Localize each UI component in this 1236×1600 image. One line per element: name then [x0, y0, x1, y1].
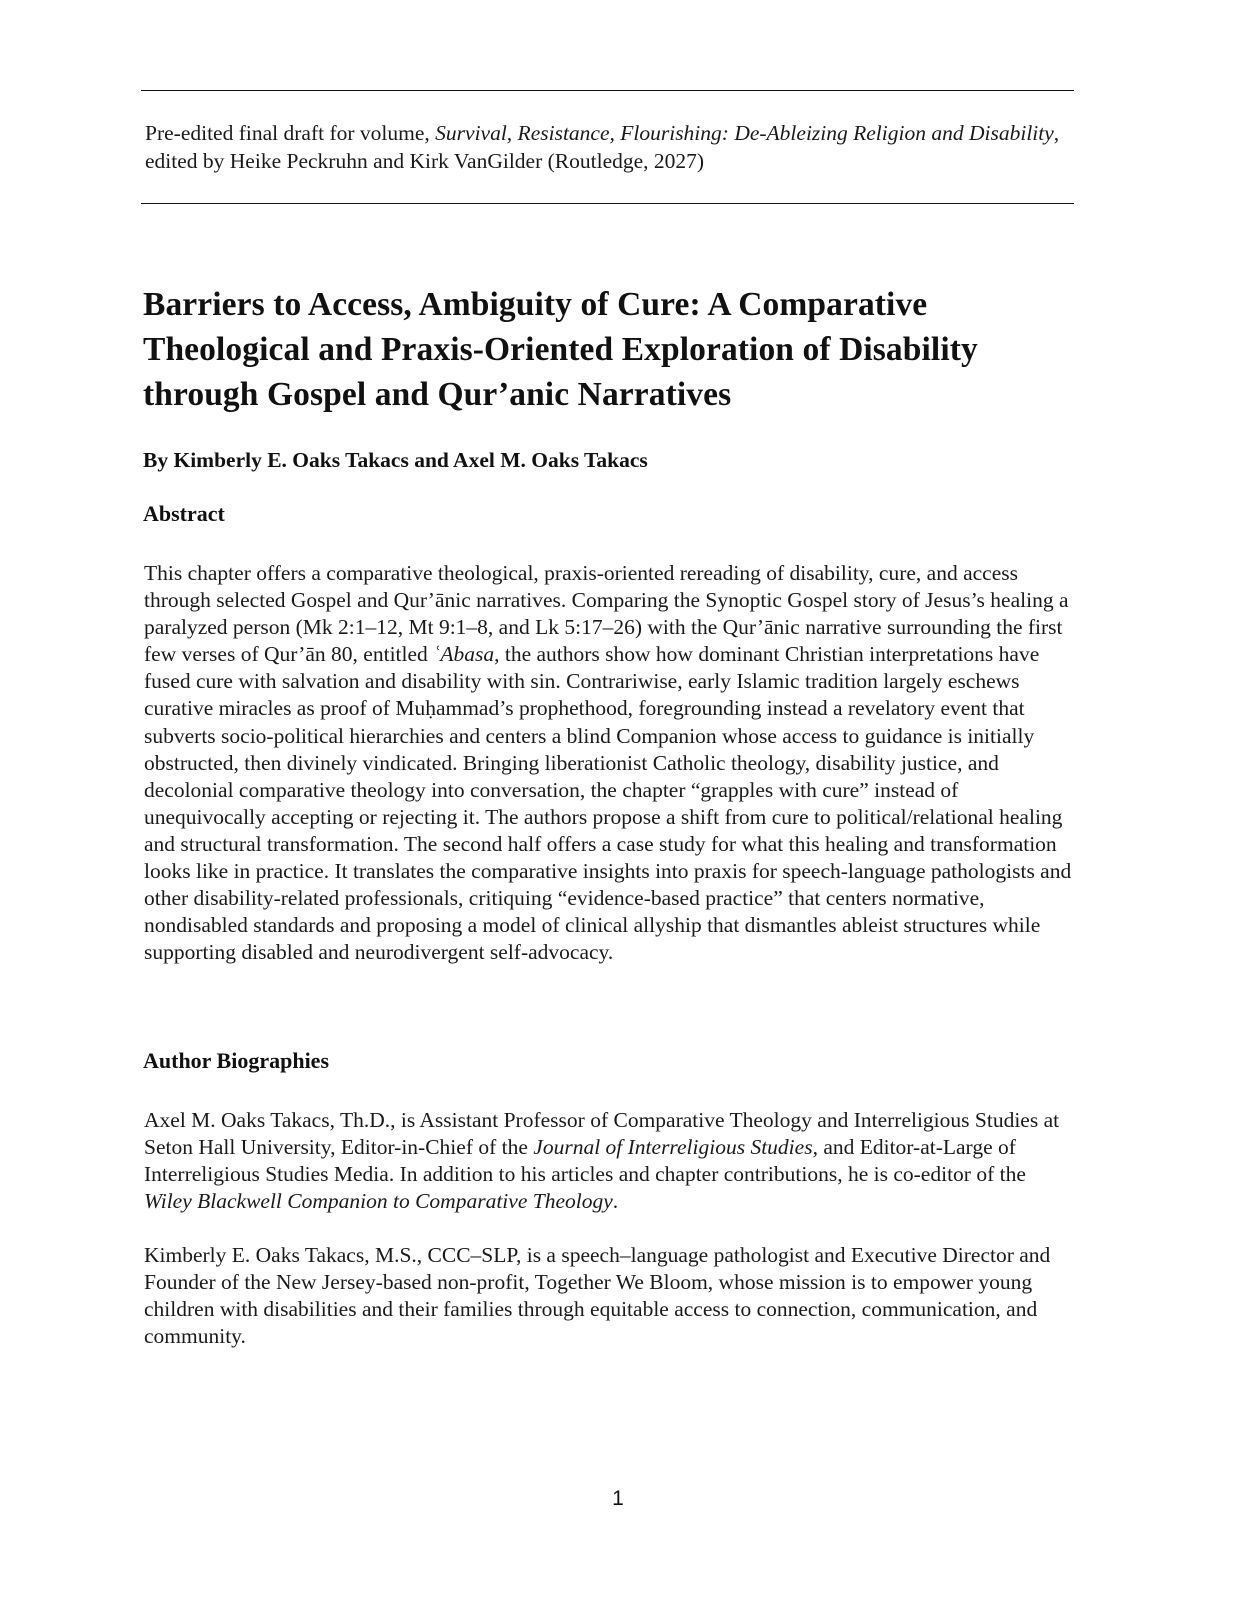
volume-title: Survival, Resistance, Flourishing: De-Ableizing Religion and Disability [435, 121, 1054, 145]
abstract-text-2: , the authors show how dominant Christian interpretations have fused cure with salvation and disability with sin. Contrariwise, early Islamic tradition largely eschews curative miracles as proof of Muḥammad’s prophethood, foregrounding instead a revelatory event that subverts socio-political hierarchies and centers a blind Companion whose access to guidance is initially obstructed, then divinely vindicated. Bringing liberationist Catholic theology, disability justice, and decolonial comparative theology into conversation, the chapter “grapples with cure” instead of unequivocally accepting or rejecting it. The authors propose a shift from cure to political/relational healing and structural transformation. The second half offers a case study for what this healing and transformation looks like in practice. It translates the comparative insights into praxis for speech-language pathologists and other disability-related professionals, critiquing “evidence-based practice” that centers normative, nondisabled standards and proposing a model of clinical allyship that dismantles ableist structures while supporting disabled and neurodivergent self-advocacy. [144, 642, 1072, 965]
abstract-text-1: This chapter offers a comparative theological, praxis-oriented rereading of disability, cure, and access through selected Gospel and Qur’ānic narratives. Comparing the Synoptic Gospel story of Jesus’s healing a paralyzed person (Mk 2:1–12, Mt 9:1–8, and Lk 5:17–26) with the Qur’ānic narrative surrounding the first few verses of Qur’ān 80, entitled [144, 561, 1069, 667]
editors-line: edited by Heike Peckruhn and Kirk VanGilder (Routledge, 2027) [145, 149, 705, 173]
draft-prefix: Pre-edited final draft for volume, [145, 121, 436, 145]
header-bottom-rule [141, 203, 1074, 204]
draft-note [145, 119, 1075, 175]
bio-axel-companion: Wiley Blackwell Companion to Comparative Theology [144, 1189, 613, 1214]
abstract-body [144, 560, 1079, 966]
bio-axel [144, 1107, 1079, 1215]
biographies-heading: Author Biographies [143, 1048, 330, 1073]
bio-axel-part3: . [612, 1189, 619, 1214]
bio-axel-part1: Axel M. Oaks Takacs, Th.D., is Assistant Professor of Comparative Theology and Interreligious Studies at Seton Hall University, Editor-in-Chief of the [144, 1108, 1060, 1160]
bio-axel-journal: Journal of Interreligious Studies [533, 1135, 813, 1160]
header-top-rule [141, 90, 1074, 91]
abstract-heading: Abstract [143, 501, 225, 526]
draft-suffix: , [1053, 121, 1060, 145]
abstract-italic-surah: ʿAbasa [433, 642, 495, 667]
author-byline: By Kimberly E. Oaks Takacs and Axel M. Oaks Takacs [143, 448, 648, 472]
bio-axel-part2: , and Editor-at-Large of Interreligious Studies Media. In addition to his articles and chapter contributions, he is co-editor of the [144, 1135, 1026, 1187]
bio-kimberly: Kimberly E. Oaks Takacs, M.S., CCC–SLP, is a speech–language pathologist and Executive Director and Founder of the New Jersey-based non-profit, Together We Bloom, whose mission is to empower young children with disabilities and their families through equitable access to connection, communication, and community. [144, 1243, 1051, 1349]
page-number: 1 [612, 1487, 624, 1510]
chapter-title: Barriers to Access, Ambiguity of Cure: A Comparative Theological and Praxis-Oriented Exploration of Disability through Gospel and Qur’anic Narratives [143, 286, 978, 413]
